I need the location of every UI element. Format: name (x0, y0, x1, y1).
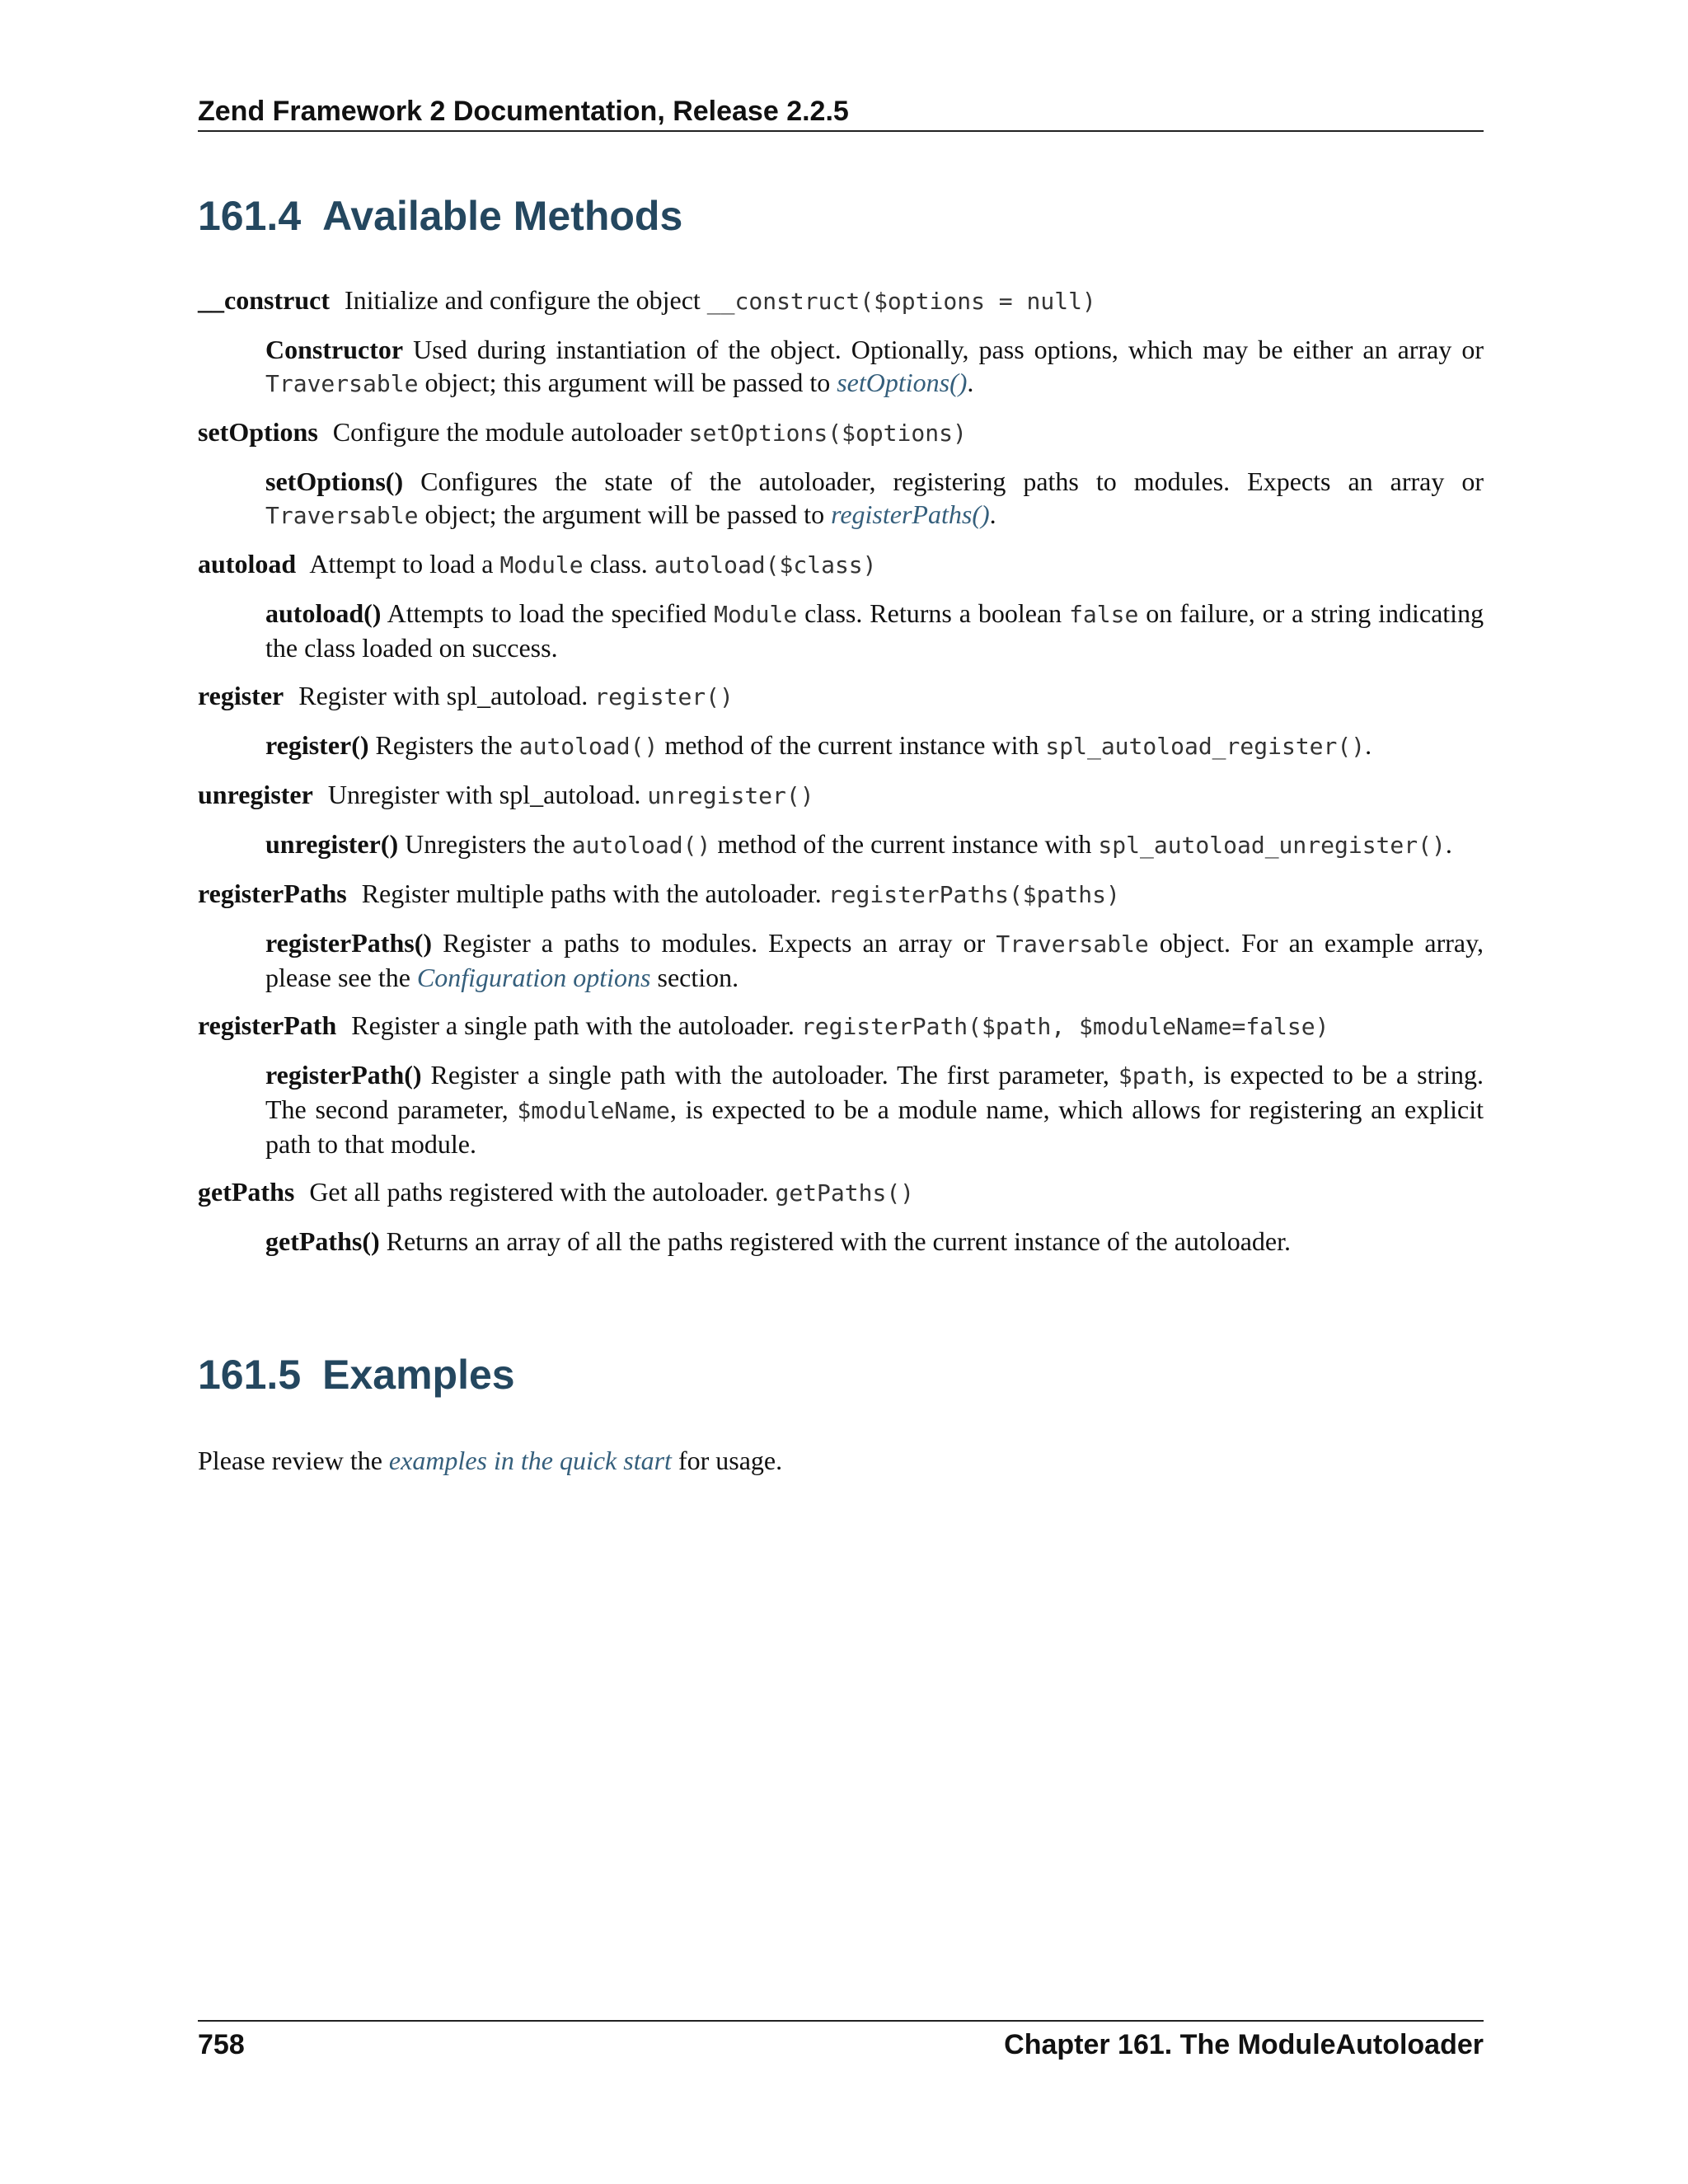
method-description (265, 465, 1484, 532)
description-label: registerPaths() (265, 928, 432, 958)
method-name: unregister (198, 780, 313, 809)
method-description (265, 926, 1484, 994)
method-definitions (198, 284, 1484, 1272)
description-text: Used during instantiation of the object. Optionally, pass options, which may be either an array or (413, 335, 1484, 364)
section-heading: Examples (322, 1352, 515, 1398)
inline-code: Traversable (265, 502, 419, 529)
chapter-title: Chapter 161. The ModuleAutoloader (1004, 2029, 1484, 2060)
method-summary: Register with spl_autoload. (298, 681, 588, 710)
method-summary: Configure the module autoloader (332, 417, 682, 447)
running-header: Zend Framework 2 Documentation, Release 2.2.5 (198, 94, 1484, 132)
paragraph-text: for usage. (678, 1446, 783, 1475)
method-description (265, 597, 1484, 664)
method-term (198, 877, 1484, 912)
link-setoptions[interactable]: setOptions() (837, 368, 968, 397)
method-signature: __construct($options = null) (706, 288, 1096, 315)
description-text: Configures the state of the autoloader, registering paths to modules. Expects an array or (420, 466, 1484, 496)
method-summary: Get all paths registered with the autoloader. (309, 1177, 769, 1207)
method-signature: unregister() (647, 782, 814, 809)
description-text: class. Returns a boolean (804, 598, 1062, 628)
method-signature: autoload($class) (654, 551, 877, 579)
method-signature: registerPath($path, $moduleName=false) (800, 1013, 1329, 1040)
method-name: registerPath (198, 1010, 337, 1040)
section-heading: Available Methods (322, 193, 683, 239)
section-number: 161.5 (198, 1352, 302, 1398)
document-page (198, 0, 1484, 2184)
method-signature: getPaths() (775, 1179, 915, 1207)
inline-code: Traversable (265, 370, 419, 397)
description-text: on failure, or a string indicating the class loaded on success. (265, 598, 1484, 663)
method-term (198, 284, 1484, 318)
inline-code: Traversable (996, 930, 1149, 958)
description-text: , is expected to be a string. The second parameter, (265, 1060, 1484, 1124)
description-text: Attempts to load the specified (387, 598, 707, 628)
method-term (198, 778, 1484, 813)
method-term (198, 547, 1484, 582)
method-name: register (198, 681, 284, 710)
description-text: . (967, 368, 974, 397)
description-text: object; this argument will be passed to (424, 368, 831, 397)
section-number: 161.4 (198, 193, 302, 239)
description-text: Register a paths to modules. Expects an array or (443, 928, 986, 958)
method-term (198, 1009, 1484, 1043)
description-text: . (1445, 829, 1452, 859)
description-text: , is expected to be a module name, which allows for registering an explicit path to that module. (265, 1094, 1484, 1159)
method-description (265, 333, 1484, 401)
examples-paragraph (198, 1444, 782, 1477)
description-label: unregister() (265, 829, 399, 859)
description-text: object. For an example array, please see the (265, 928, 1484, 992)
page-footer (198, 2020, 1484, 2063)
method-name: setOptions (198, 417, 318, 447)
description-text: method of the current instance with (717, 829, 1092, 859)
inline-code: Module (714, 601, 798, 628)
method-signature: registerPaths($paths) (828, 881, 1120, 908)
method-term (198, 679, 1484, 714)
description-label: getPaths() (265, 1226, 380, 1256)
inline-code: false (1069, 601, 1139, 628)
page-number: 758 (198, 2029, 245, 2060)
method-summary: Unregister with spl_autoload. (327, 780, 641, 809)
description-text: section. (657, 963, 739, 992)
method-name: __construct (198, 285, 330, 315)
method-description (265, 729, 1484, 763)
description-text: method of the current instance with (664, 730, 1039, 760)
method-summary: Attempt to load a (309, 549, 494, 579)
inline-code: $moduleName (517, 1097, 670, 1124)
description-label: setOptions() (265, 466, 404, 496)
section-title-examples (198, 1350, 515, 1399)
description-text: object; the argument will be passed to (424, 499, 825, 529)
section-title-methods (198, 191, 682, 241)
method-name: autoload (198, 549, 297, 579)
inline-code: autoload() (518, 733, 659, 760)
method-description (265, 1225, 1484, 1258)
method-description (265, 1058, 1484, 1160)
description-text: Unregisters the (405, 829, 565, 859)
link-registerpaths[interactable]: registerPaths() (831, 499, 990, 529)
inline-code: spl_autoload_register() (1045, 733, 1366, 760)
method-description (265, 827, 1484, 862)
inline-code: spl_autoload_unregister() (1098, 832, 1446, 859)
method-summary: Register a single path with the autoloader. (351, 1010, 795, 1040)
method-term (198, 1175, 1484, 1210)
description-text: Returns an array of all the paths registered with the current instance of the autoloader. (386, 1226, 1291, 1256)
description-text: . (989, 499, 996, 529)
description-label: register() (265, 730, 369, 760)
description-label: Constructor (265, 335, 404, 364)
method-term (198, 415, 1484, 450)
method-name: getPaths (198, 1177, 295, 1207)
link-quick-start-examples[interactable]: examples in the quick start (388, 1446, 672, 1475)
description-label: autoload() (265, 598, 382, 628)
paragraph-text: Please review the (198, 1446, 382, 1475)
method-signature: register() (594, 683, 734, 710)
inline-code: autoload() (571, 832, 711, 859)
description-label: registerPath() (265, 1060, 422, 1090)
method-signature: setOptions($options) (688, 419, 967, 447)
description-text: Register a single path with the autoloader. The first parameter, (430, 1060, 1109, 1090)
description-text: Registers the (375, 730, 513, 760)
inline-code: Module (499, 551, 584, 579)
method-name: registerPaths (198, 879, 347, 908)
method-summary: Initialize and configure the object (344, 285, 701, 315)
method-summary: class. (589, 549, 648, 579)
method-summary: Register multiple paths with the autoloader. (361, 879, 822, 908)
description-text: . (1365, 730, 1372, 760)
link-configuration-options[interactable]: Configuration options (416, 963, 651, 992)
inline-code: $path (1118, 1062, 1189, 1090)
